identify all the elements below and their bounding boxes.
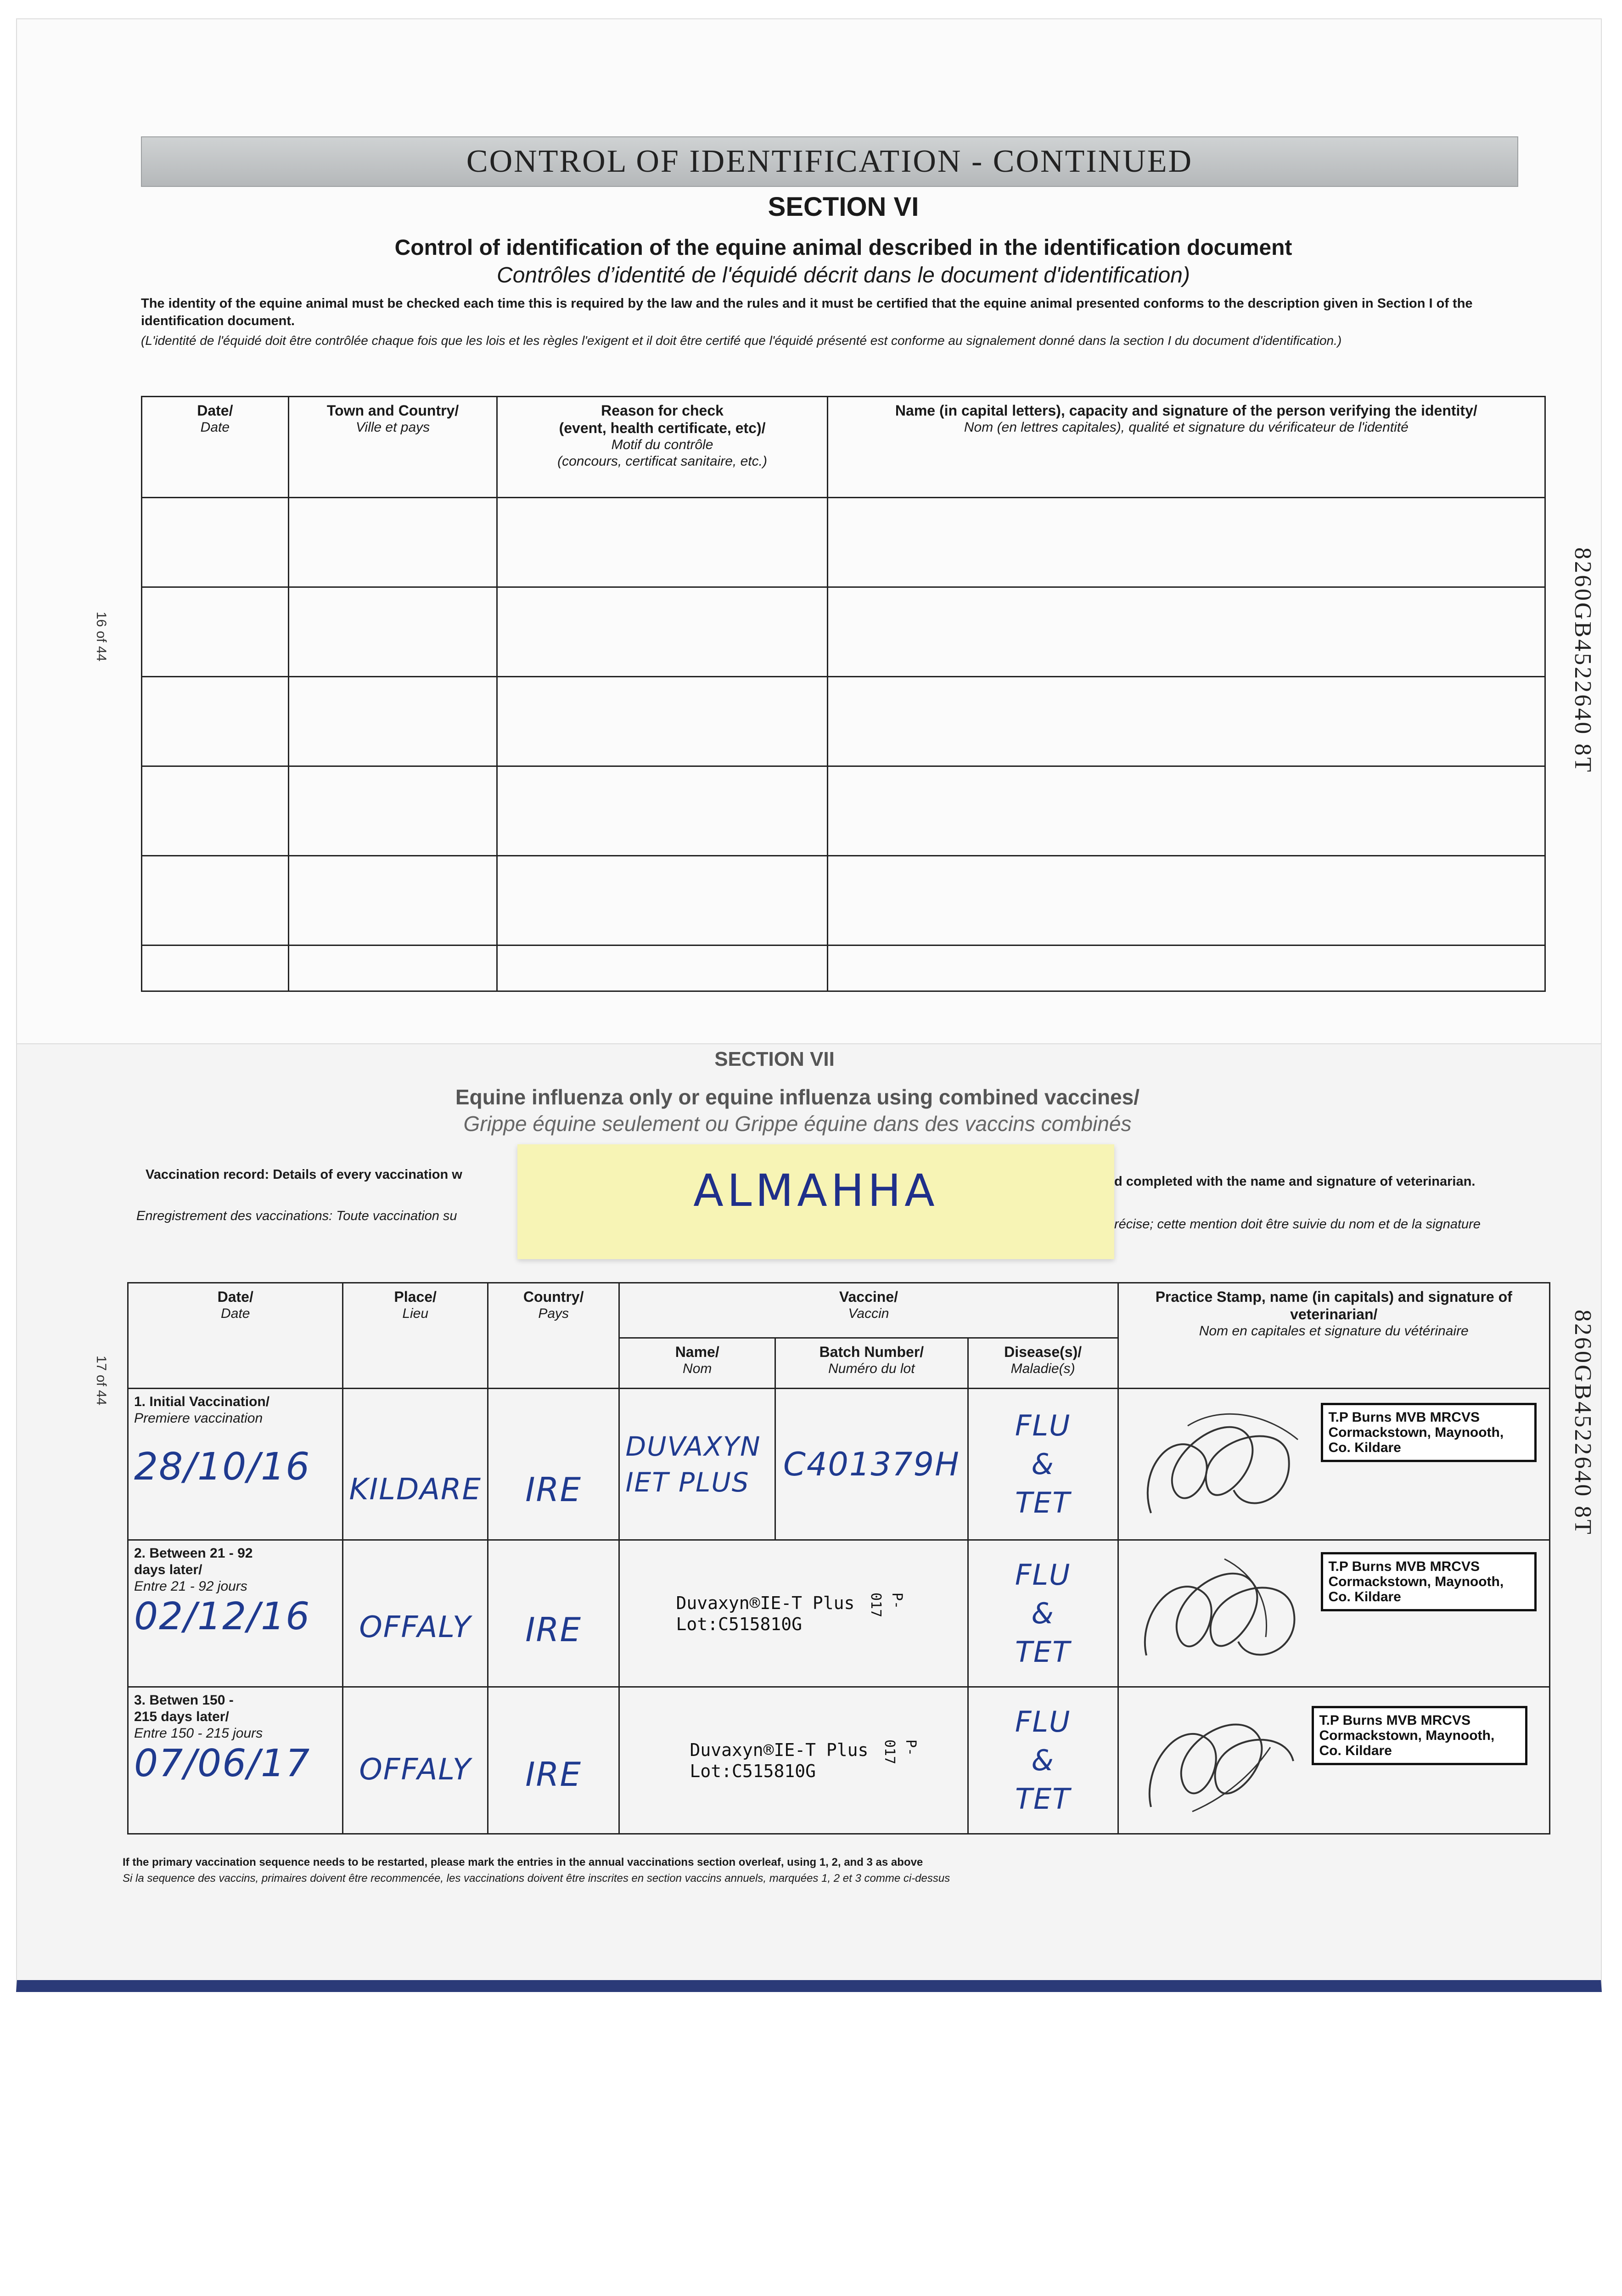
col-date: [128, 1283, 343, 1389]
col-place-en: Place/: [394, 1289, 437, 1305]
row3-country: IRE: [525, 1755, 582, 1794]
row2-country: IRE: [525, 1610, 582, 1649]
col-vaccine: [619, 1283, 1118, 1338]
col-country-en: Country/: [523, 1289, 584, 1305]
row1-batch-cell: [775, 1389, 968, 1540]
row1-place: KILDARE: [349, 1472, 482, 1507]
section-vii-heading: SECTION VII: [714, 1048, 835, 1070]
col-check-town: [288, 397, 497, 498]
col-check-reason-en: Reason for check: [601, 402, 724, 419]
row3-label-fr: Entre 150 - 215 jours: [134, 1726, 263, 1741]
col-name-fr: Nom: [683, 1361, 712, 1376]
row1-stamp-line2: Cormackstown, Maynooth,: [1328, 1425, 1504, 1440]
row3-disease-cell: [968, 1687, 1118, 1834]
col-batch: [775, 1338, 968, 1389]
table-row: [128, 1687, 1550, 1834]
row2-stamp-line1: T.P Burns MVB MRCVS: [1328, 1559, 1480, 1574]
sticky-note: [517, 1144, 1114, 1259]
row1-vet-stamp: [1321, 1403, 1537, 1462]
page-17: [16, 996, 1602, 1992]
row2-stamp-line2: Cormackstown, Maynooth,: [1328, 1574, 1504, 1589]
row1-disease-cell: [968, 1389, 1118, 1540]
identity-check-table: [141, 396, 1546, 992]
col-date-en: Date/: [217, 1289, 253, 1305]
row1-label-fr: Premiere vaccination: [134, 1411, 263, 1426]
row1-label-en: 1. Initial Vaccination/: [134, 1394, 270, 1409]
row3-stamp-line3: Co. Kildare: [1319, 1743, 1392, 1758]
row3-date: 07/06/17: [134, 1742, 311, 1785]
col-check-date-fr: Date: [200, 420, 230, 435]
table-row: [128, 1540, 1550, 1687]
row3-disease: FLU & TET: [1015, 1705, 1071, 1816]
row3-stamp-line2: Cormackstown, Maynooth,: [1319, 1728, 1495, 1743]
document-number-bottom: 8260GB4522640 8T: [1570, 1310, 1596, 1536]
section-vii-title-en: Equine influenza only or equine influenza using combined vaccines/: [455, 1085, 1140, 1109]
row2-stamp-cell: [1118, 1540, 1550, 1687]
row1-signature-icon: [1133, 1398, 1325, 1531]
section-vi-title-en: Control of identification of the equine animal described in the identification document: [394, 236, 1292, 260]
col-check-town-fr: Ville et pays: [355, 420, 430, 435]
row1-place-cell: [343, 1389, 488, 1540]
col-stamp: [1118, 1283, 1550, 1389]
row1-disease: FLU & TET: [1015, 1408, 1071, 1519]
col-check-date: [142, 397, 289, 498]
table-row: [142, 498, 1545, 587]
row2-vet-stamp: [1321, 1552, 1537, 1611]
section-vi-title-fr: Contrôles d’identité de l'équidé décrit dans le document d'identification): [497, 263, 1190, 287]
row2-place-cell: [343, 1540, 488, 1687]
page-number-16: 16 of 44: [94, 612, 109, 662]
row3-label-en: 3. Betwen 150 - 215 days later/: [134, 1693, 234, 1724]
row3-vaccine-label-cell: [619, 1687, 968, 1834]
row2-vaccine-sticker: [676, 1592, 905, 1635]
row3-country-cell: [488, 1687, 619, 1834]
col-disease-fr: Maladie(s): [1010, 1361, 1075, 1376]
row2-stamp-line3: Co. Kildare: [1328, 1589, 1401, 1604]
col-place: [343, 1283, 488, 1389]
row1-vaccine-name-cell: [619, 1389, 775, 1540]
document-number-top: 8260GB4522640 8T: [1570, 547, 1596, 774]
row3-stamp-line1: T.P Burns MVB MRCVS: [1319, 1713, 1470, 1728]
page-number-17: 17 of 44: [94, 1356, 109, 1406]
row2-country-cell: [488, 1540, 619, 1687]
vaccination-record-fr-start: Enregistrement des vaccinations: Toute vaccination su: [136, 1209, 457, 1223]
row3-vet-stamp: [1312, 1706, 1527, 1765]
section-vi-intro-en: The identity of the equine animal must be checked each time this is required by the law and the rules and it must be certified that the equine animal presented conforms to the description given in Section I of the identification document.: [141, 296, 1473, 328]
vaccination-record-en-end: d completed with the name and signature of veterinarian.: [1114, 1174, 1476, 1189]
col-check-date-en: Date/: [197, 402, 233, 419]
row3-signature-icon: [1133, 1692, 1325, 1830]
table-row: [142, 766, 1545, 856]
row1-stamp-cell: [1118, 1389, 1550, 1540]
row2-label-en: 2. Between 21 - 92 days later/: [134, 1546, 253, 1577]
row2-place: OFFALY: [359, 1610, 472, 1644]
row2-vaccine-label-lot: Lot:C515810G: [676, 1614, 802, 1634]
col-check-reason-fr2: (concours, certificat sanitaire, etc.): [557, 454, 767, 469]
table-row: [142, 677, 1545, 766]
row1-country-cell: [488, 1389, 619, 1540]
col-country-fr: Pays: [538, 1306, 569, 1321]
vaccination-record-fr-end: récise; cette mention doit être suivie du nom et de la signature: [1114, 1217, 1481, 1232]
row2-vaccine-label-name: Duvaxyn®IE-T Plus: [676, 1593, 855, 1613]
row2-vaccine-label-cell: [619, 1540, 968, 1687]
footnote-fr: Si la sequence des vaccins, primaires doivent être recommencée, les vaccinations doivent être inscrites en section vaccins annuels, marquées 1, 2 et 3 comme ci-dessus: [123, 1872, 950, 1885]
col-date-fr: Date: [221, 1306, 250, 1321]
row2-disease: FLU & TET: [1015, 1558, 1071, 1669]
section-vi-intro-fr: (L'identité de l'équidé doit être contrôlée chaque fois que les lois et les règles l'exigent et il doit être certifé que l'équidé présenté est conforme au signalement donné dans la section I du document d'identification.): [141, 333, 1342, 348]
col-check-town-en: Town and Country/: [326, 402, 459, 419]
row2-signature-icon: [1133, 1545, 1325, 1683]
table-row: [128, 1389, 1550, 1540]
col-check-reason: [497, 397, 827, 498]
row2-date: 02/12/16: [134, 1595, 311, 1638]
section-vi-heading: SECTION VI: [768, 192, 919, 222]
col-check-verifier: [827, 397, 1545, 498]
vaccination-table: [127, 1282, 1550, 1835]
section-vi-banner: [141, 136, 1518, 187]
col-batch-en: Batch Number/: [819, 1344, 924, 1360]
row2-disease-cell: [968, 1540, 1118, 1687]
page-16: [16, 18, 1602, 1044]
col-stamp-en: Practice Stamp, name (in capitals) and signature of veterinarian/: [1155, 1289, 1512, 1322]
col-check-verifier-en: Name (in capital letters), capacity and signature of the person verifying the identity/: [895, 402, 1477, 419]
sticky-note-text: ALMAHHA: [693, 1165, 938, 1216]
section-vi-banner-text: CONTROL OF IDENTIFICATION - CONTINUED: [466, 144, 1193, 179]
row1-vaccine-name: DUVAXYN IET PLUS: [625, 1430, 761, 1498]
section-vii-title-fr: Grippe équine seulement ou Grippe équine dans des vaccins combinés: [463, 1112, 1132, 1136]
col-disease-en: Disease(s)/: [1004, 1344, 1082, 1360]
table-row: [142, 945, 1545, 991]
col-vaccine-name: [619, 1338, 775, 1389]
col-vaccine-en: Vaccine/: [839, 1289, 898, 1305]
col-name-en: Name/: [675, 1344, 719, 1360]
col-check-reason-en2: (event, health certificate, etc)/: [559, 420, 766, 436]
col-batch-fr: Numéro du lot: [828, 1361, 915, 1376]
row2-date-cell: [128, 1540, 343, 1687]
row3-vaccine-label-exp: P-017: [881, 1739, 919, 1764]
table-row: [142, 587, 1545, 677]
col-vaccine-fr: Vaccin: [848, 1306, 889, 1321]
row3-date-cell: [128, 1687, 343, 1834]
col-check-verifier-fr: Nom (en lettres capitales), qualité et signature du vérificateur de l'identité: [964, 420, 1409, 435]
vaccination-record-en-start: Vaccination record: Details of every vaccination w: [146, 1167, 462, 1182]
row1-date-cell: [128, 1389, 343, 1540]
row3-place-cell: [343, 1687, 488, 1834]
footnote-en: If the primary vaccination sequence needs to be restarted, please mark the entries in the annual vaccinations section overleaf, using 1, 2, and 3 as above: [123, 1856, 923, 1868]
row1-stamp-line1: T.P Burns MVB MRCVS: [1328, 1410, 1480, 1425]
col-disease: [968, 1338, 1118, 1389]
row1-country: IRE: [525, 1470, 582, 1509]
col-stamp-fr: Nom en capitales et signature du vétérinaire: [1199, 1323, 1469, 1339]
col-place-fr: Lieu: [402, 1306, 429, 1321]
row1-date: 28/10/16: [134, 1445, 311, 1489]
row2-label-fr: Entre 21 - 92 jours: [134, 1579, 247, 1594]
col-check-reason-fr: Motif du contrôle: [611, 437, 713, 452]
row2-vaccine-label-exp: P-017: [868, 1592, 905, 1617]
row3-vaccine-label-lot: Lot:C515810G: [690, 1761, 816, 1781]
table-row: [142, 856, 1545, 945]
row1-batch: C401379H: [783, 1445, 960, 1483]
row3-vaccine-sticker: [690, 1739, 919, 1782]
row3-stamp-cell: [1118, 1687, 1550, 1834]
row3-vaccine-label-name: Duvaxyn®IE-T Plus: [690, 1739, 869, 1760]
row1-stamp-line3: Co. Kildare: [1328, 1440, 1401, 1455]
row3-place: OFFALY: [359, 1752, 472, 1787]
col-country: [488, 1283, 619, 1389]
